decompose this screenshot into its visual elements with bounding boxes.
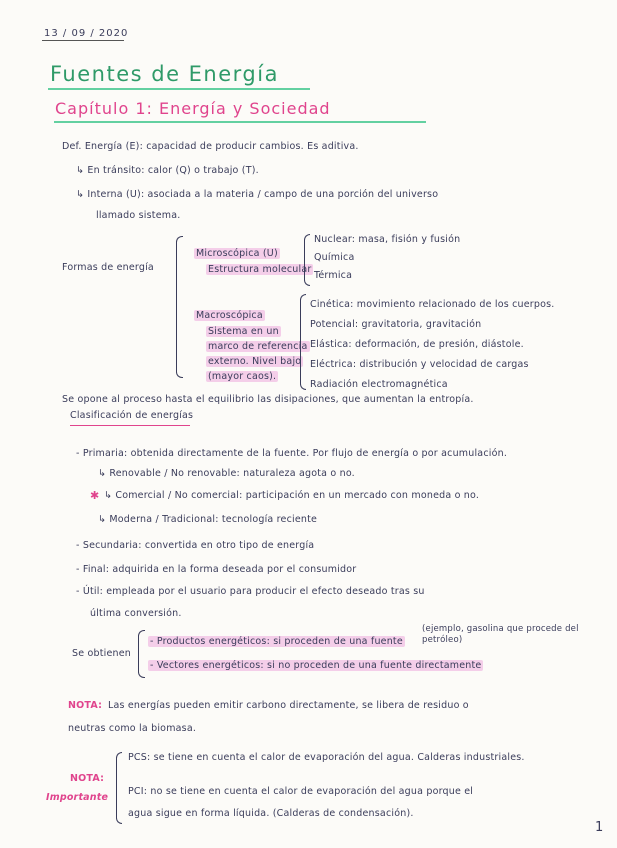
- definition-line-4: llamado sistema.: [96, 210, 181, 221]
- final-line: - Final: adquirida en la forma deseada por el consumidor: [76, 564, 357, 575]
- formas-brace: [176, 236, 183, 378]
- micro-item-3: Térmica: [314, 270, 353, 281]
- pcs-line: PCS: se tiene en cuenta el calor de evaporación del agua. Calderas industriales.: [128, 752, 525, 763]
- date: 13 / 09 / 2020: [44, 28, 129, 39]
- macro-brace: [300, 294, 306, 390]
- clasificacion-underline: [70, 425, 190, 426]
- micro-item-2: Química: [314, 252, 355, 263]
- page-number: 1: [595, 820, 604, 835]
- micro-brace: [304, 234, 310, 286]
- macro-item-5: Radiación electromagnética: [310, 379, 448, 390]
- formas-label: Formas de energía: [62, 262, 154, 273]
- macro-item-2: Potencial: gravitatoria, gravitación: [310, 319, 482, 330]
- macro-label-4: externo. Nivel bajo: [208, 356, 302, 367]
- macro-label-3: marco de referencia: [208, 341, 308, 352]
- macro-item-1: Cinética: movimiento relacionado de los cuerpos.: [310, 299, 555, 310]
- util-line-2: última conversión.: [90, 608, 182, 619]
- macro-label-5: (mayor caos).: [208, 371, 277, 382]
- nota-2-importante: Importante: [46, 792, 109, 803]
- primaria-line: - Primaria: obtenida directamente de la fuente. Por flujo de energía o por acumulación.: [76, 448, 508, 459]
- micro-item-1: Nuclear: masa, fisión y fusión: [314, 234, 461, 245]
- comercial-line: ↳ Comercial / No comercial: participación en un mercado con moneda o no.: [104, 490, 480, 501]
- date-underline: [42, 40, 124, 41]
- macro-label-1: Macroscópica: [196, 310, 263, 321]
- nota-2-brace: [116, 752, 122, 824]
- title-underline: [48, 88, 310, 90]
- pci-line-1: PCI: no se tiene en cuenta el calor de evaporación del agua porque el: [128, 786, 474, 797]
- micro-label-2: Estructura molecular: [208, 264, 312, 275]
- moderna-line: ↳ Moderna / Tradicional: tecnología reciente: [98, 514, 318, 525]
- obtienen-brace: [138, 630, 145, 678]
- page-title: Fuentes de Energía: [50, 62, 279, 86]
- nota-1-text-1: Las energías pueden emitir carbono directamente, se libera de residuo o: [108, 700, 469, 711]
- nota-2-label: NOTA:: [70, 773, 105, 784]
- chapter-heading: Capítulo 1: Energía y Sociedad: [55, 99, 331, 118]
- nota-1-label: NOTA:: [68, 700, 103, 711]
- productos-line: - Productos energéticos: si proceden de una fuente: [150, 636, 403, 647]
- productos-note: (ejemplo, gasolina que procede del petróleo): [422, 624, 579, 645]
- obtienen-label: Se obtienen: [72, 648, 132, 659]
- definition-line-1: Def. Energía (E): capacidad de producir cambios. Es aditiva.: [62, 141, 359, 152]
- macro-label-2: Sistema en un: [208, 326, 279, 337]
- secundaria-line: - Secundaria: convertida en otro tipo de energía: [76, 540, 315, 551]
- asterisk-icon: ✱: [90, 489, 100, 502]
- primaria-sub-line: ↳ Renovable / No renovable: naturaleza agota o no.: [98, 468, 355, 479]
- chapter-underline: [54, 121, 426, 123]
- micro-label-1: Microscópica (U): [196, 248, 278, 259]
- definition-line-3: ↳ Interna (U): asociada a la materia / campo de una porción del universo: [76, 189, 439, 200]
- nota-1-text-2: neutras como la biomasa.: [68, 723, 197, 734]
- vectores-line: - Vectores energéticos: si no proceden de una fuente directamente: [150, 660, 482, 671]
- process-line: Se opone al proceso hasta el equilibrio las disipaciones, que aumentan la entropía.: [62, 394, 474, 405]
- pci-line-2: agua sigue en forma líquida. (Calderas de condensación).: [128, 808, 414, 819]
- macro-item-3: Elástica: deformación, de presión, diástole.: [310, 339, 524, 350]
- definition-line-2: ↳ En tránsito: calor (Q) o trabajo (T).: [76, 165, 259, 176]
- util-line-1: - Útil: empleada por el usuario para producir el efecto deseado tras su: [76, 586, 425, 597]
- macro-item-4: Eléctrica: distribución y velocidad de cargas: [310, 359, 529, 370]
- clasificacion-heading: Clasificación de energías: [70, 410, 194, 421]
